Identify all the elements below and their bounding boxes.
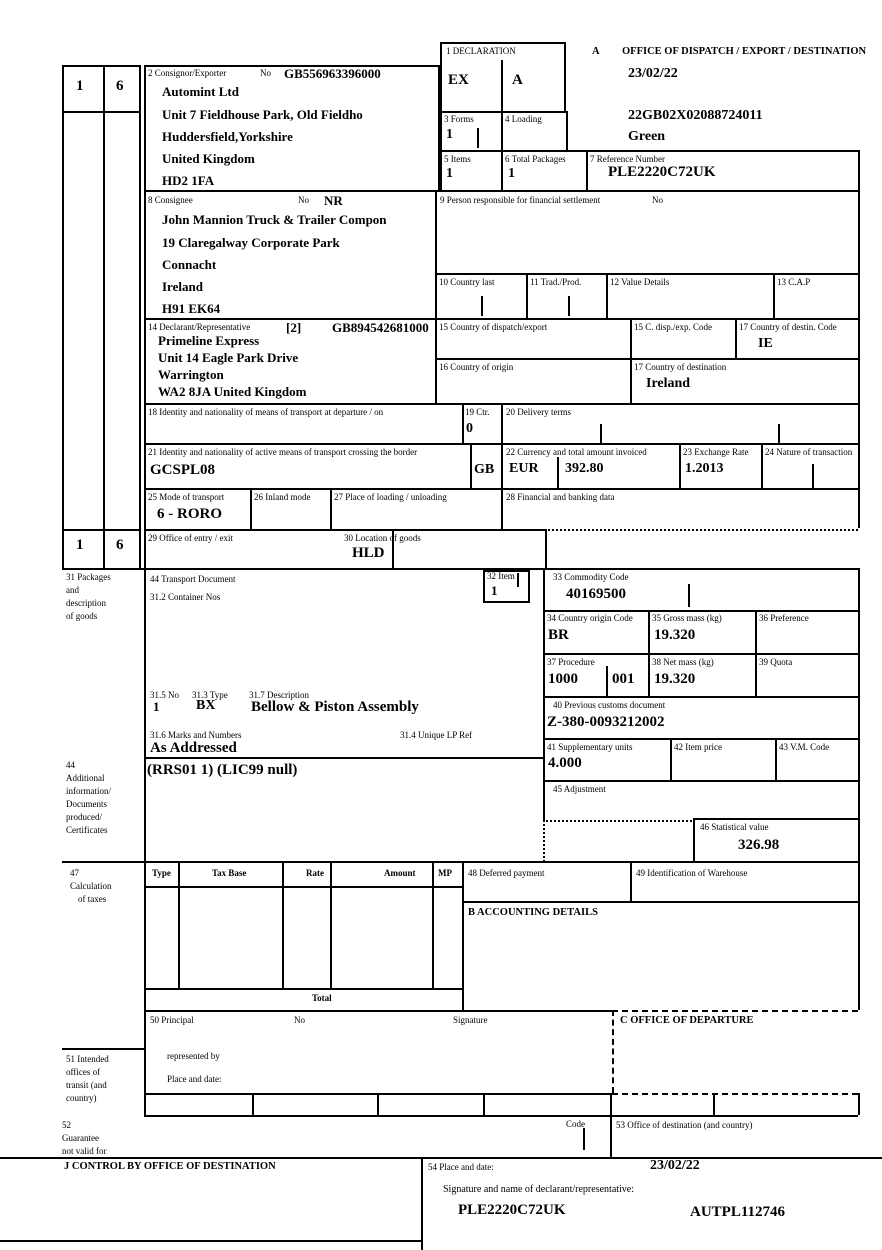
box3-label: 3 Forms [444,114,474,124]
box19-value: 0 [466,421,473,436]
box45-label: 45 Adjustment [553,784,606,794]
box15a-label: 15 C. disp./exp. Code [634,322,712,332]
border-line [670,738,672,780]
box23-value: 1.2013 [685,461,724,476]
border-line [462,901,858,903]
border-line [103,65,105,568]
border-line [462,861,464,1010]
box43-label: 43 V.M. Code [779,742,830,752]
border-line [630,318,632,403]
box37-value2: 001 [612,671,635,687]
box14-address-line: Unit 14 Eagle Park Drive [158,350,299,365]
box21-value: GCSPL08 [150,462,216,478]
tick-mark [517,573,519,587]
box1-subtype: A [512,72,523,88]
box52-label-line: not valid for [62,1146,107,1156]
box31-7-value: Bellow & Piston Assembly [251,699,419,715]
dotted-line [543,820,695,822]
border-line [139,65,141,568]
tick-mark [812,464,814,488]
box6-label: 6 Total Packages [505,154,566,164]
dashed-line [612,1010,858,1012]
box54-signature: PLE2220C72UK [458,1202,566,1218]
box29-label: 29 Office of entry / exit [148,533,234,543]
border-line [62,65,64,568]
border-line [543,610,858,612]
border-line [858,1093,860,1115]
box9-label: 9 Person responsible for financial settlement [440,195,601,205]
border-line [62,1048,145,1050]
box14-address-line: WA2 8JA United Kingdom [158,384,307,399]
box31-3-label: 31.3 Type [192,690,228,700]
box2-no-label: No [260,68,271,78]
box41-label: 41 Supplementary units [547,742,633,752]
border-line [432,861,434,988]
border-line [330,488,332,529]
box44-label-line: 44 [66,760,75,770]
border-line [144,757,545,759]
border-line [543,738,858,740]
box51-label-line: offices of [66,1067,101,1077]
border-line [526,273,528,318]
border-line [858,150,860,528]
box40-value: Z-380-0093212002 [547,714,665,730]
border-line [0,1157,882,1159]
box50-place-label: Place and date: [167,1074,222,1084]
box8-no-label: No [298,195,309,205]
border-line [775,738,777,780]
border-line [440,111,442,150]
section-a-title: OFFICE OF DISPATCH / EXPORT / DESTINATION [622,46,867,57]
box8-address-line: John Mannion Truck & Trailer Compon [162,212,387,227]
copy-number-6b: 6 [116,537,124,553]
box2-eori: GB556963396000 [284,66,381,81]
box31-label-line: description [66,598,106,608]
tax-header-rate: Rate [306,868,324,878]
border-line [543,780,858,782]
border-line [606,666,608,696]
box50-signature-label: Signature [453,1015,488,1025]
section-c-title: C OFFICE OF DEPARTURE [620,1015,754,1026]
border-line [483,570,485,601]
border-line [421,1157,423,1250]
border-line [501,488,503,529]
border-line [483,601,530,603]
border-line [501,111,503,150]
tax-header-taxbase: Tax Base [212,868,247,878]
box10-label: 10 Country last [439,277,495,287]
box44-value: (RRS01 1) (LIC99 null) [147,762,298,778]
box31-label-line: and [66,585,79,595]
tax-total-label: Total [312,993,332,1003]
border-line [440,42,566,44]
border-line [543,653,858,655]
box30-value: HLD [352,545,385,561]
box18-label: 18 Identity and nationality of means of transport at departure / on [148,407,384,417]
box51-label-line: transit (and [66,1080,107,1090]
copy-number-1: 1 [76,78,84,94]
box25-label: 25 Mode of transport [148,492,225,502]
box8-label: 8 Consignee [148,195,193,205]
box8-address-line: Ireland [162,279,203,294]
box54-date: 23/02/22 [650,1158,700,1173]
box5-value: 1 [446,166,453,181]
box1-label: 1 DECLARATION [446,46,516,56]
box46-label: 46 Statistical value [700,822,769,832]
box52-label-line: Guarantee [62,1133,99,1143]
border-line [435,358,860,360]
box3-value: 1 [446,127,453,142]
box44-label-line: Certificates [66,825,108,835]
border-line [462,403,464,445]
border-line [435,190,437,403]
box38-label: 38 Net mass (kg) [652,657,714,667]
border-line [761,443,763,488]
border-line [62,65,141,67]
box31-label-line: of goods [66,611,98,621]
box42-label: 42 Item price [674,742,722,752]
border-line [144,1115,858,1117]
box20-label: 20 Delivery terms [506,407,571,417]
border-line [144,1093,614,1095]
box9-no-label: No [652,195,663,205]
box36-label: 36 Preference [759,613,809,623]
dotted-line [545,529,858,531]
border-line [501,443,503,488]
box11-label: 11 Trad./Prod. [530,277,582,287]
box49-label: 49 Identification of Warehouse [636,868,748,878]
tick-mark [583,1128,585,1150]
box31-label-line: 31 Packages [66,572,111,582]
box14-eori: GB894542681000 [332,320,429,335]
box7-value: PLE2220C72UK [608,164,716,180]
box47-label-line: Calculation [70,881,112,891]
border-line [144,318,860,320]
box32-value: 1 [491,583,498,598]
border-line [586,150,588,192]
section-b-title: B ACCOUNTING DETAILS [468,907,598,918]
border-line [630,861,632,901]
border-line [252,1093,254,1115]
box8-address-line: 19 Claregalway Corporate Park [162,235,340,250]
box31-6-value: As Addressed [150,740,237,756]
box31-4-label: 31.4 Unique LP Ref [400,730,473,740]
box26-label: 26 Inland mode [254,492,311,502]
box46-value: 326.98 [738,837,780,853]
border-line [144,1010,614,1012]
copy-number-1b: 1 [76,537,84,553]
box6-value: 1 [508,166,515,181]
tax-header-amount: Amount [384,868,416,878]
border-line [543,568,545,820]
border-line [564,42,566,111]
section-j-title: J CONTROL BY OFFICE OF DESTINATION [64,1161,276,1172]
box2-address-line: Unit 7 Fieldhouse Park, Old Fieldho [162,107,363,122]
box17-label: 17 Country of destination [634,362,727,372]
border-line [713,1093,715,1115]
border-line [610,1093,612,1115]
box8-id: NR [324,193,343,208]
box31-7-label: 31.7 Description [249,690,309,700]
box33-value: 40169500 [566,586,626,602]
box34-value: BR [548,627,569,643]
box8-address-line: H91 EK64 [162,301,221,316]
tick-mark [568,296,570,316]
box50-label: 50 Principal [150,1015,194,1025]
border-line [557,457,559,488]
border-line [501,150,503,192]
box54-signature-label: Signature and name of declarant/representative: [443,1184,635,1195]
box17a-label: 17 Country of destin. Code [739,322,837,332]
box33-label: 33 Commodity Code [553,572,629,582]
border-line [501,403,503,445]
section-a-routing: Green [628,129,666,144]
box12-label: 12 Value Details [610,277,670,287]
section-a-mrn: 22GB02X02088724011 [628,108,763,123]
box14-address-line: Warrington [158,367,224,382]
border-line [62,529,141,531]
tick-mark [477,128,479,148]
border-line [440,42,442,111]
code-label: Code [566,1119,585,1129]
box52-label-line: 52 [62,1120,71,1130]
box37-value: 1000 [548,671,578,687]
border-line [528,570,530,601]
box51-label-line: 51 Intended [66,1054,109,1064]
border-line [282,861,284,988]
dashed-line [612,1093,858,1095]
box38-value: 19.320 [654,671,696,687]
border-line [470,443,472,488]
border-line [440,150,860,152]
box21-label: 21 Identity and nationality of active means of transport crossing the border [148,447,418,457]
dashed-line [612,1010,614,1093]
box30-label: 30 Location of goods [344,533,421,543]
box2-address-line: United Kingdom [162,151,255,166]
border-line [330,861,332,988]
border-line [858,861,860,1010]
box22-amount: 392.80 [565,461,604,476]
box31-2-label: 31.2 Container Nos [150,592,221,602]
box34-label: 34 Country origin Code [547,613,633,623]
border-line [250,488,252,529]
box14-label: 14 Declarant/Representative [148,322,251,332]
border-line [606,273,608,318]
tick-mark [600,424,602,443]
section-a-date: 23/02/22 [628,66,678,81]
box47-label-line: 47 [70,868,79,878]
dotted-line [543,820,545,862]
box44-transport-label: 44 Transport Document [150,574,236,584]
border-line [144,529,545,531]
border-line [543,696,858,698]
box44-label-line: Additional [66,773,105,783]
border-line [440,150,442,192]
box37-label: 37 Procedure [547,657,595,667]
box22-currency: EUR [509,461,539,476]
box44-label-line: information/ [66,786,111,796]
box21-nationality: GB [474,462,495,477]
border-line [501,60,503,111]
box17-value: Ireland [646,376,691,391]
box15-label: 15 Country of dispatch/export [439,322,548,332]
border-line [858,568,860,861]
border-line [679,443,681,488]
box2-address-line: HD2 1FA [162,173,215,188]
box17a-value: IE [758,336,773,351]
box51-label-line: country) [66,1093,97,1103]
box28-label: 28 Financial and banking data [506,492,615,502]
box54-reference: AUTPL112746 [690,1204,786,1220]
box39-label: 39 Quota [759,657,793,667]
box2-label: 2 Consignor/Exporter [148,68,227,78]
box50-represented-label: represented by [167,1051,220,1061]
box4-label: 4 Loading [505,114,542,124]
border-line [693,818,858,820]
box35-value: 19.320 [654,627,696,643]
box1-type: EX [448,72,469,88]
box32-label: 32 Item [487,571,515,581]
box47-label-line: of taxes [78,894,107,904]
box31-6-label: 31.6 Marks and Numbers [150,730,242,740]
tax-header-type: Type [152,868,171,878]
border-line [735,318,737,358]
border-line [62,861,858,863]
border-line [62,568,858,570]
box50-no-label: No [294,1015,305,1025]
copy-number-6: 6 [116,78,124,94]
box2-address-line: Automint Ltd [162,84,239,99]
box24-label: 24 Nature of transaction [765,447,853,457]
border-line [610,1115,612,1157]
border-line [483,1093,485,1115]
border-line [144,190,860,192]
box13-label: 13 C.A.P [777,277,811,287]
box25-value: 6 - RORO [157,506,222,522]
box8-address-line: Connacht [162,257,217,272]
box31-5-label: 31.5 No [150,690,179,700]
box27-label: 27 Place of loading / unloading [334,492,447,502]
box16-label: 16 Country of origin [439,362,514,372]
border-line [144,988,462,990]
border-line [693,818,695,861]
border-line [144,65,146,1115]
box23-label: 23 Exchange Rate [683,447,749,457]
tick-mark [481,296,483,316]
border-line [62,111,141,113]
box31-3-value: BX [196,698,216,713]
box22-label: 22 Currency and total amount invoiced [506,447,647,457]
box14-code: [2] [286,320,302,335]
border-line [178,861,180,988]
tick-mark [688,584,690,607]
border-line [144,886,462,888]
box44-label-line: Documents [66,799,107,809]
border-line [435,273,860,275]
box31-5-value: 1 [153,699,160,714]
box14-address-line: Primeline Express [158,333,260,348]
box2-address-line: Huddersfield,Yorkshire [162,129,293,144]
box54-label: 54 Place and date: [428,1162,494,1172]
box7-label: 7 Reference Number [590,154,665,164]
box53-label: 53 Office of destination (and country) [616,1120,753,1130]
border-line [545,529,547,568]
box44-label-line: produced/ [66,812,102,822]
box41-value: 4.000 [548,755,582,771]
box35-label: 35 Gross mass (kg) [652,613,722,623]
border-line [773,273,775,318]
section-a-letter: A [592,46,600,57]
box19-label: 19 Ctr. [465,407,490,417]
border-line [566,111,568,150]
border-line [440,111,568,113]
box5-label: 5 Items [444,154,471,164]
tick-mark [778,424,780,443]
tax-header-mp: MP [438,868,452,878]
box40-label: 40 Previous customs document [553,700,666,710]
box48-label: 48 Deferred payment [468,868,545,878]
border-line [377,1093,379,1115]
border-line [0,1240,421,1242]
